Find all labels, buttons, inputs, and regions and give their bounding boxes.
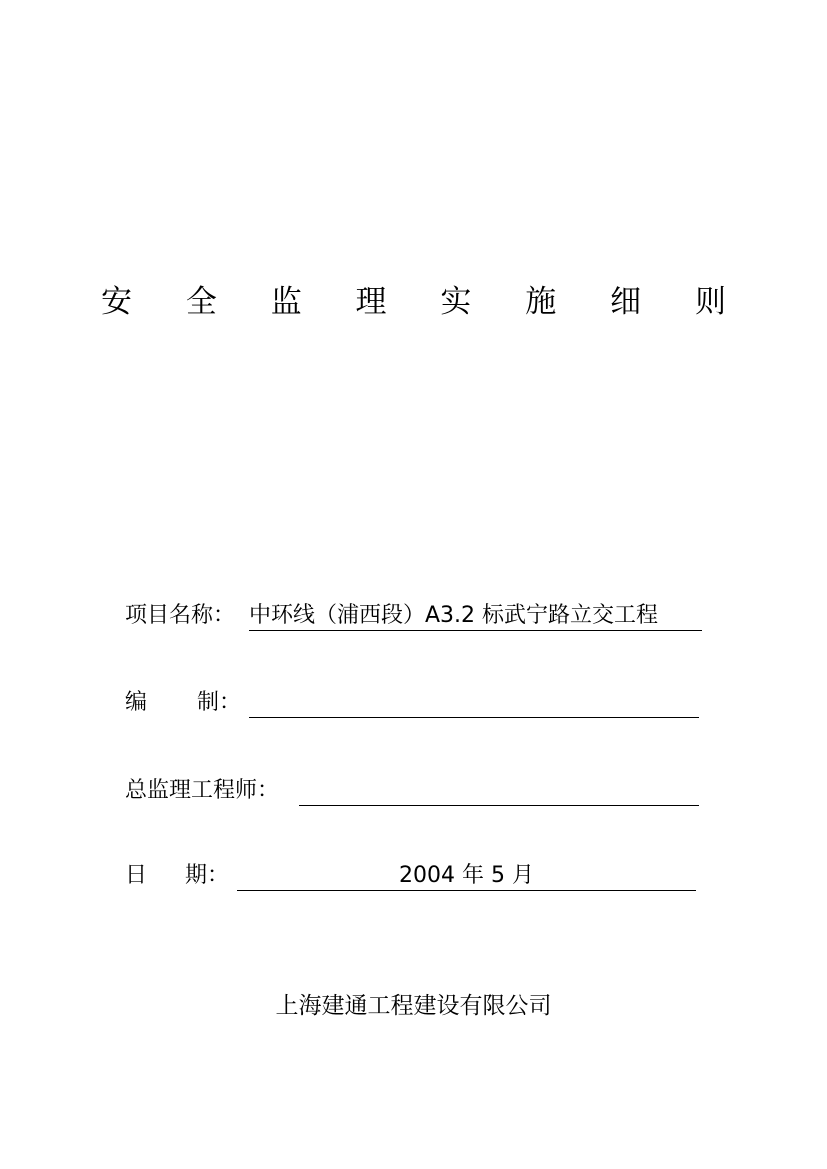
compiler-label-end: 制： bbox=[197, 690, 242, 715]
project-name-value: 中环线（浦西段）A3.2 标武宁路立交工程 bbox=[249, 600, 702, 631]
date-value: 2004 年 5 月 bbox=[237, 860, 696, 891]
date-label bbox=[125, 860, 229, 892]
date-label-end: 期： bbox=[185, 863, 230, 888]
project-name-label: 项目名称： bbox=[125, 603, 236, 628]
date-label-start: 日 bbox=[125, 863, 148, 888]
compiler-label bbox=[125, 687, 241, 719]
document-title: 安 全 监 理 实 施 细 则 bbox=[101, 284, 748, 320]
compiler-value-line bbox=[249, 687, 699, 718]
company-name: 上海建通工程建设有限公司 bbox=[275, 993, 552, 1019]
chief-engineer-value-line bbox=[299, 775, 699, 806]
chief-engineer-label: 总监理工程师： bbox=[125, 778, 280, 803]
compiler-label-start: 编 bbox=[125, 690, 148, 715]
